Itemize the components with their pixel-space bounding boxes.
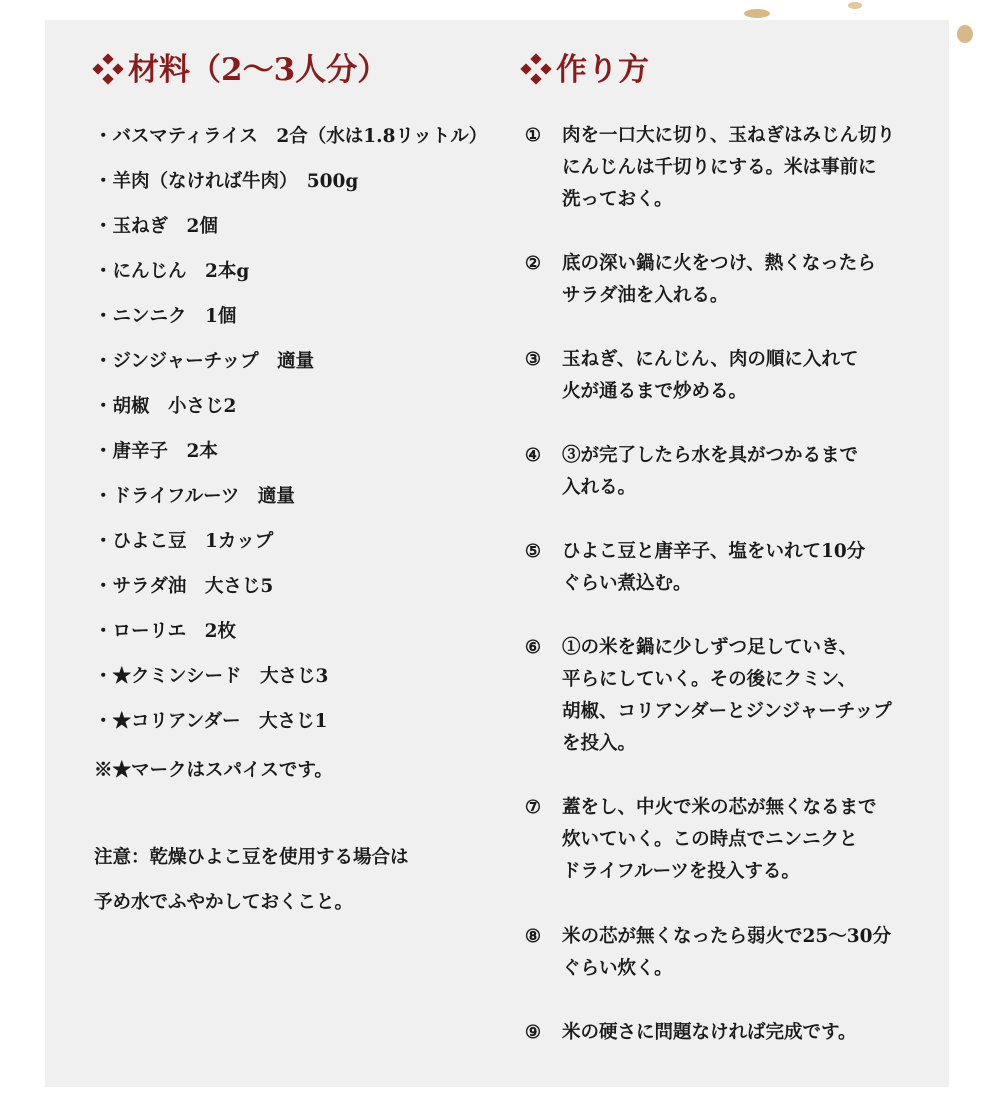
diamond-bullet-icon bbox=[94, 55, 122, 83]
step-number: ⑦ bbox=[524, 797, 542, 818]
step-text-line: 底の深い鍋に火をつけ、熱くなったら bbox=[562, 253, 876, 274]
ingredient-item: ・ひよこ豆 1カップ bbox=[94, 531, 274, 552]
ingredient-item: ・バスマティライス 2合（水は1.8リットル） bbox=[94, 126, 488, 147]
diamond-bullet-icon bbox=[522, 55, 550, 83]
crumb-decoration bbox=[957, 25, 973, 43]
ingredient-item: ・★コリアンダー 大さじ1 bbox=[94, 711, 328, 732]
ingredients-heading bbox=[94, 52, 388, 89]
ingredient-item: ・唐辛子 2本 bbox=[94, 441, 218, 462]
step-text-line: 蓋をし、中火で米の芯が無くなるまで bbox=[562, 797, 877, 818]
step-text-line: 米の硬さに問題なければ完成です。 bbox=[562, 1022, 857, 1043]
step-text-line: 玉ねぎ、にんじん、肉の順に入れて bbox=[562, 349, 859, 370]
step-text-line: 洗っておく。 bbox=[562, 189, 673, 210]
step-text-line: を投入。 bbox=[562, 733, 637, 754]
step-text-line: にんじんは千切りにする。米は事前に bbox=[562, 157, 877, 178]
ingredient-item: ・ローリエ 2枚 bbox=[94, 621, 237, 642]
step-text-line: ドライフルーツを投入する。 bbox=[562, 861, 800, 882]
step-number: ① bbox=[524, 125, 542, 146]
step-text-line: ぐらい煮込む。 bbox=[562, 573, 692, 594]
ingredient-item: ・玉ねぎ 2個 bbox=[94, 216, 218, 237]
step-text-line: サラダ油を入れる。 bbox=[562, 285, 729, 306]
method-heading-text: 作り方 bbox=[556, 52, 649, 88]
step-item bbox=[522, 248, 942, 312]
ingredient-item: ・ドライフルーツ 適量 bbox=[94, 486, 295, 507]
step-text-line: ぐらい炊く。 bbox=[562, 958, 673, 979]
ingredient-item: ・サラダ油 大さじ5 bbox=[94, 576, 274, 597]
step-text-line: 炊いていく。この時点でニンニクと bbox=[562, 829, 858, 850]
ingredient-list bbox=[94, 122, 487, 752]
ingredient-item: ・ジンジャーチップ 適量 bbox=[94, 351, 315, 372]
caution-line-1: 注意：乾燥ひよこ豆を使用する場合は bbox=[94, 847, 409, 868]
ingredient-item: ・にんじん 2本g bbox=[94, 261, 250, 282]
crumb-decoration bbox=[848, 2, 862, 9]
step-number: ⑥ bbox=[524, 637, 542, 658]
spice-note: ※★マークはスパイスです。 bbox=[94, 760, 333, 781]
step-item bbox=[522, 344, 942, 408]
ingredient-item: ・羊肉（なければ牛肉） 500g bbox=[94, 171, 359, 192]
ingredient-item: ・胡椒 小さじ2 bbox=[94, 396, 237, 417]
ingredients-heading-text: 材料（2～3人分） bbox=[128, 52, 389, 88]
step-number: ② bbox=[524, 253, 542, 274]
step-item bbox=[522, 1017, 942, 1049]
step-item bbox=[522, 632, 942, 760]
step-text-line: 平らにしていく。その後にクミン、 bbox=[562, 669, 857, 690]
step-item bbox=[522, 792, 942, 888]
step-item bbox=[522, 536, 942, 600]
step-item bbox=[522, 120, 942, 216]
step-number: ⑤ bbox=[524, 541, 542, 562]
step-text-line: ひよこ豆と唐辛子、塩をいれて10分 bbox=[562, 541, 866, 562]
step-text-line: 胡椒、コリアンダーとジンジャーチップ bbox=[562, 701, 892, 722]
ingredient-item: ・ニンニク 1個 bbox=[94, 306, 237, 327]
step-text-line: 米の芯が無くなったら弱火で25～30分 bbox=[562, 926, 891, 947]
step-number: ④ bbox=[524, 445, 542, 466]
crumb-decoration bbox=[744, 9, 770, 18]
step-text-line: ①の米を鍋に少しずつ足していき、 bbox=[562, 637, 858, 658]
step-item bbox=[522, 440, 942, 504]
ingredient-item: ・★クミンシード 大さじ3 bbox=[94, 666, 329, 687]
step-text-line: 火が通るまで炒める。 bbox=[562, 381, 748, 402]
caution-line-2: 予め水でふやかしておくこと。 bbox=[94, 892, 354, 913]
step-text-line: 肉を一口大に切り、玉ねぎはみじん切り bbox=[562, 125, 896, 146]
method-heading bbox=[522, 52, 649, 89]
step-text-line: ③が完了したら水を具がつかるまで bbox=[562, 445, 859, 466]
step-number: ⑨ bbox=[524, 1022, 542, 1043]
step-text-line: 入れる。 bbox=[562, 477, 637, 498]
step-number: ⑧ bbox=[524, 926, 542, 947]
step-item bbox=[522, 921, 942, 985]
step-number: ③ bbox=[524, 349, 542, 370]
